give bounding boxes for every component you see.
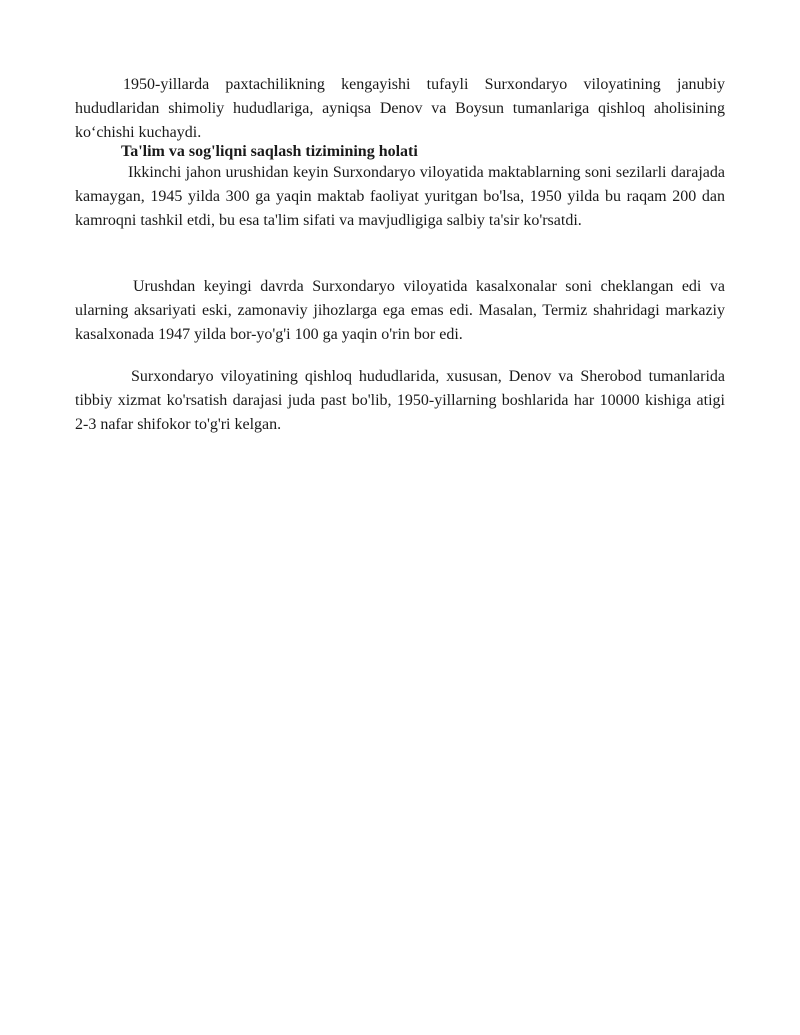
paragraph-migration: 1950-yillarda paxtachilikning kengayishi tufayli Surxondaryo viloyatining janubiy hududlaridan shimoliy hududlariga, ayniqsa Denov va Boysun tumanlariga qishloq aholisining ko‘chishi kuchaydi. bbox=[75, 76, 725, 141]
section-heading: Ta'lim va sog'liqni saqlash tizimining holati bbox=[121, 143, 418, 160]
paragraph-schools: Ikkinchi jahon urushidan keyin Surxondaryo viloyatida maktablarning soni sezilarli darajada kamaygan, 1945 yilda 300 ga yaqin maktab faoliyat yuritgan bo'lsa, 1950 yilda bu raqam 200 dan kamroqni tashkil etdi, bu esa ta'lim sifati va mavjudligiga salbiy ta'sir ko'rsatdi. bbox=[75, 164, 725, 229]
paragraph-rural-medical: Surxondaryo viloyatining qishloq hududlarida, xususan, Denov va Sherobod tumanlarida tibbiy xizmat ko'rsatish darajasi juda past bo'lib, 1950-yillarning boshlarida har 10000 kishiga atigi 2-3 nafar shifokor to'g'ri kelgan. bbox=[75, 368, 725, 433]
paragraph-hospitals: Urushdan keyingi davrda Surxondaryo viloyatida kasalxonalar soni cheklangan edi va ularning aksariyati eski, zamonaviy jihozlarga ega emas edi. Masalan, Termiz shahridagi markaziy kasalxonada 1947 yilda bor-yo'g'i 100 ga yaqin o'rin bor edi. bbox=[75, 278, 725, 343]
